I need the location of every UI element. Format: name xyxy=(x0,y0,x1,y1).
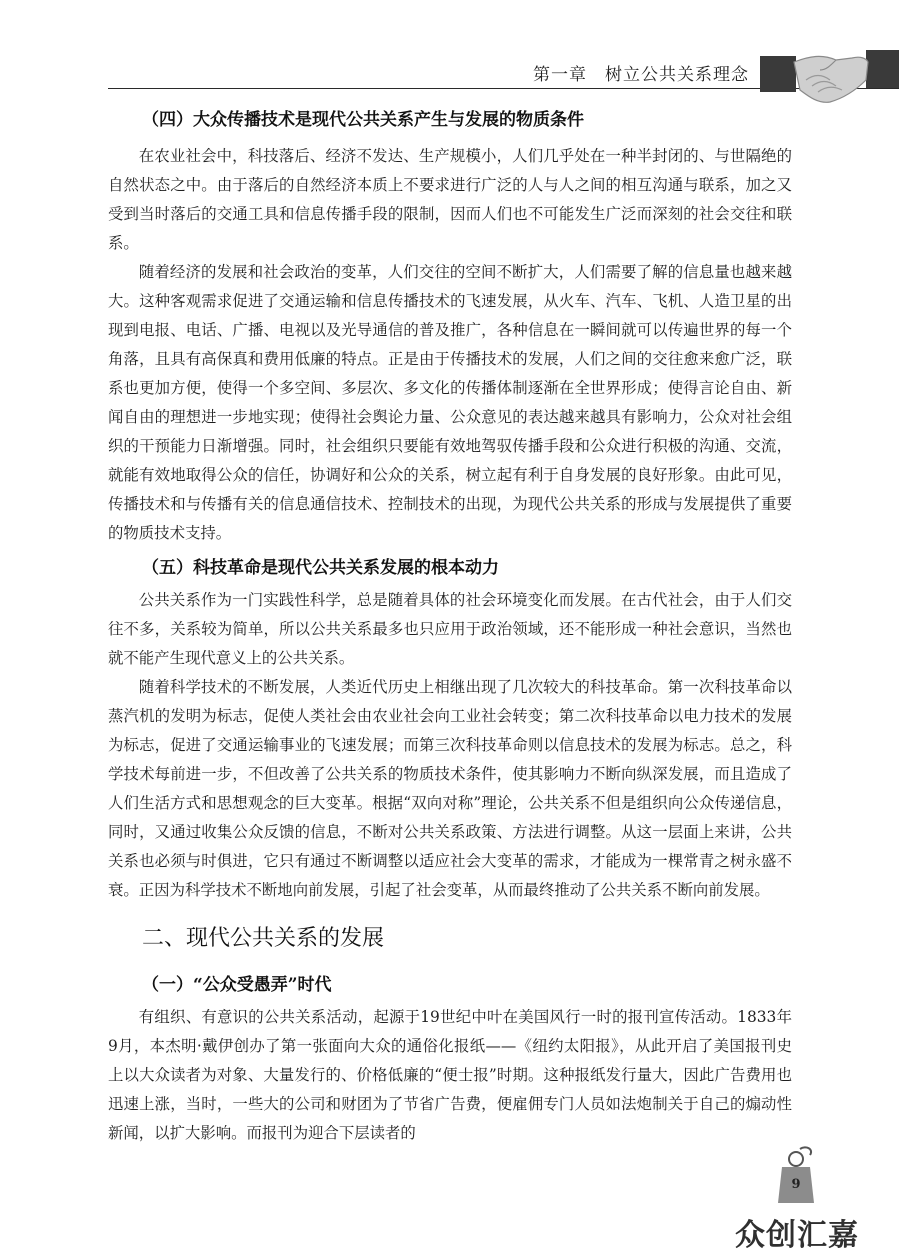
page-badge-icon xyxy=(776,1145,816,1205)
subsection-heading-1: （一）“公众受愚弄”时代 xyxy=(142,975,332,995)
paragraph: 有组织、有意识的公共关系活动，起源于19世纪中叶在美国风行一时的报刊宣传活动。1833年9月，本杰明·戴伊创办了第一张面向大众的通俗化报纸——《纽约太阳报》，从此开启了美国报刊史上以大众读者为对象、大量发行的、价格低廉的“便士报”时期。这种报纸发行量大，因此广告费用也迅速上涨，当时，一些大的公司和财团为了节省广告费，便雇佣专门人员如法炮制关于自己的煽动性新闻，以扩大影响。而报刊为迎合下层读者的 xyxy=(108,1008,792,1142)
paragraph: 随着经济的发展和社会政治的变革，人们交往的空间不断扩大，人们需要了解的信息量也越来越大。这种客观需求促进了交通运输和信息传播技术的飞速发展，从火车、汽车、飞机、人造卫星的出现到电报、电话、广播、电视以及光导通信的普及推广，各种信息在一瞬间就可以传遍世界的每一个角落，且具有高保真和费用低廉的特点。正是由于传播技术的发展，人们之间的交往愈来愈广泛，联系也更加方便，使得一个多空间、多层次、多文化的传播体制逐渐在全世界形成；使得言论自由、新闻自由的理想进一步地实现；使得社会舆论力量、公众意见的表达越来越具有影响力，公众对社会组织的干预能力日渐增强。同时，社会组织只要能有效地驾驭传播手段和公众进行积极的沟通、交流，就能有效地取得公众的信任，协调好和公众的关系，树立起有利于自身发展的良好形象。由此可见，传播技术和与传播有关的信息通信技术、控制技术的出现，为现代公共关系的形成与发展提供了重要的物质技术支持。 xyxy=(108,263,792,542)
part-heading: 二、现代公共关系的发展 xyxy=(142,926,385,951)
page-number: 9 xyxy=(791,1177,801,1192)
paragraph: 在农业社会中，科技落后、经济不发达、生产规模小，人们几乎处在一种半封闭的、与世隔绝的自然状态之中。由于落后的自然经济本质上不要求进行广泛的人与人之间的相互沟通与联系，加之又受到当时落后的交通工具和信息传播手段的限制，因而人们也不可能发生广泛而深刻的社会交往和联系。 xyxy=(108,147,792,252)
section-heading-5: （五）科技革命是现代公共关系发展的根本动力 xyxy=(142,558,499,578)
watermark: 众创汇嘉 xyxy=(735,1218,859,1253)
paragraph: 公共关系作为一门实践性科学，总是随着具体的社会环境变化而发展。在古代社会，由于人们交往不多，关系较为简单，所以公共关系最多也只应用于政治领域，还不能形成一种社会意识，当然也就不能产生现代意义上的公共关系。 xyxy=(108,591,792,667)
section-heading-4: （四）大众传播技术是现代公共关系产生与发展的物质条件 xyxy=(142,110,584,130)
chapter-title: 第一章 树立公共关系理念 xyxy=(533,65,749,85)
page-body xyxy=(108,100,792,1148)
paragraph: 随着科学技术的不断发展，人类近代历史上相继出现了几次较大的科技革命。第一次科技革命以蒸汽机的发明为标志，促使人类社会由农业社会向工业社会转变；第二次科技革命以电力技术的发展为标志，促进了交通运输事业的飞速发展；而第三次科技革命则以信息技术的发展为标志。总之，科学技术每前进一步，不但改善了公共关系的物质技术条件，使其影响力不断向纵深发展，而且造成了人们生活方式和思想观念的巨大变革。根据“双向对称”理论，公共关系不但是组织向公众传递信息，同时，又通过收集公众反馈的信息，不断对公共关系政策、方法进行调整。从这一层面上来讲，公共关系也必须与时俱进，它只有通过不断调整以适应社会大变革的需求，才能成为一棵常青之树永盛不衰。正因为科学技术不断地向前发展，引起了社会变革，从而最终推动了公共关系不断向前发展。 xyxy=(108,678,792,899)
